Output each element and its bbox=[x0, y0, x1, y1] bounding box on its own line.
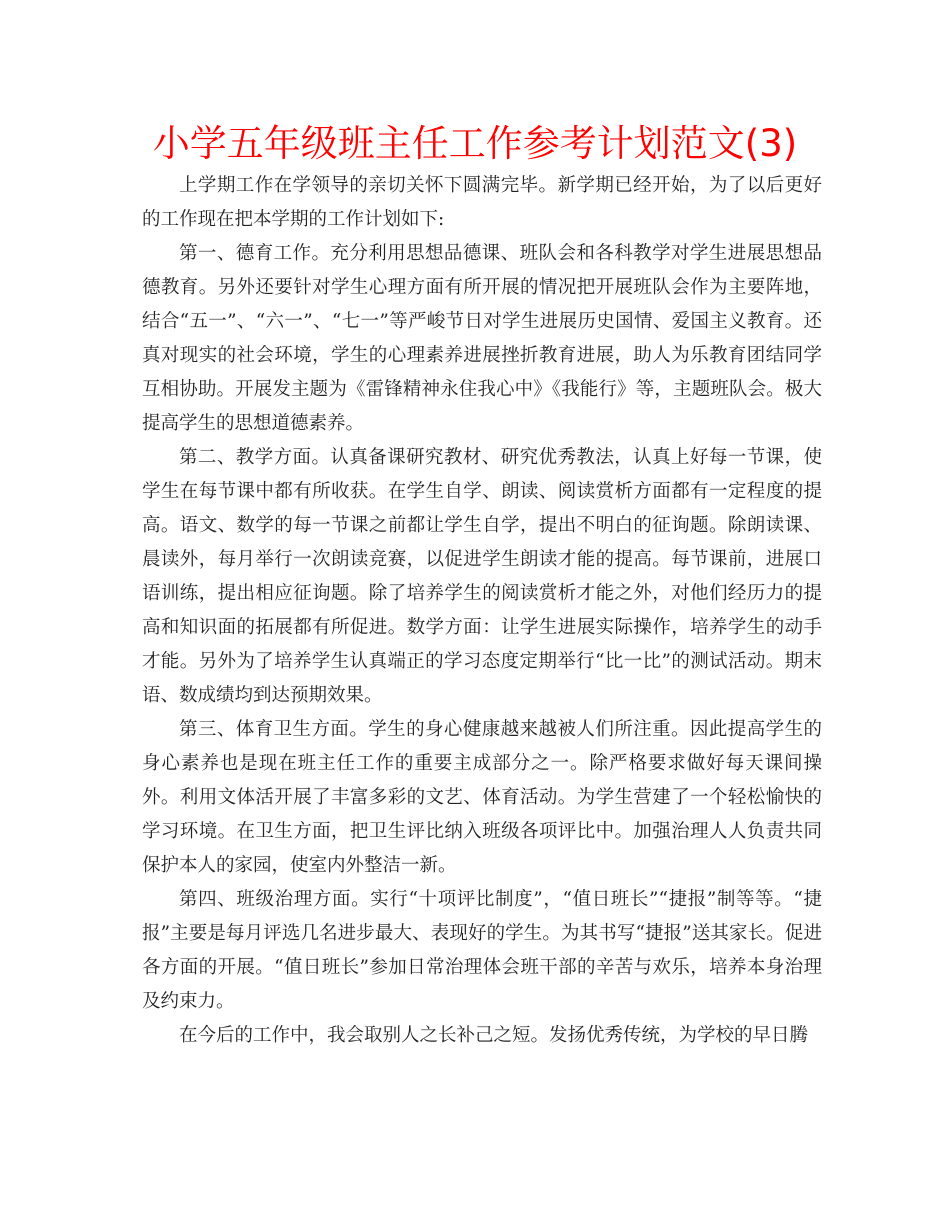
document-title: 小学五年级班主任工作参考计划范文(3) bbox=[152, 122, 798, 165]
teaching-paragraph: 第二、教学方面。认真备课研究教材、研究优秀教法，认真上好每一节课，使学生在每节课中都有所收获。在学生自学、朗读、阅读赏析方面都有一定程度的提高。语文、数学的每一节课之前都让学生自学，提出不明白的征询题。除朗读课、晨读外，每月举行一次朗读竞赛，以促进学生朗读才能的提高。每节课前，进展口语训练，提出相应征询题。除了培养学生的阅读赏析才能之外，对他们经历力的提高和知识面的拓展都有所促进。数学方面：让学生进展实际操作，培养学生的动手才能。另外为了培养学生认真端正的学习态度定期举行“比一比”的测试活动。期末语、数成绩均到达预期效果。 bbox=[142, 447, 822, 706]
class-management-paragraph: 第四、班级治理方面。实行“十项评比制度”，“值日班长”“捷报”制等等。“捷报”主要是每月评选几名进步最大、表现好的学生。为其书写“捷报”送其家长。促进各方面的开展。“值日班长”参加日常治理体会班干部的辛苦与欢乐，培养本身治理及约束力。 bbox=[142, 889, 822, 1012]
health-sports-paragraph: 第三、体育卫生方面。学生的身心健康越来越被人们所注重。因此提高学生的身心素养也是现在班主任工作的重要主成部分之一。除严格要求做好每天课间操外。利用文体活开展了丰富多彩的文艺、体育活动。为学生营建了一个轻松愉快的学习环境。在卫生方面，把卫生评比纳入班级各项评比中。加强治理人人负责共同保护本人的家园，使室内外整洁一新。 bbox=[142, 719, 822, 876]
document-body bbox=[142, 169, 822, 1053]
intro-paragraph: 上学期工作在学领导的亲切关怀下圆满完毕。新学期已经开始，为了以后更好的工作现在把本学期的工作计划如下: bbox=[142, 175, 822, 230]
moral-education-paragraph: 第一、德育工作。充分利用思想品德课、班队会和各科教学对学生进展思想品德教育。另外还要针对学生心理方面有所开展的情况把开展班队会作为主要阵地，结合“五一”、“六一”、“七一”等严峻节日对学生进展历史国情、爱国主义教育。还真对现实的社会环境，学生的心理素养进展挫折教育进展，助人为乐教育团结同学互相协助。开展发主题为《雷锋精神永住我心中》《我能行》等，主题班队会。极大提高学生的思想道德素养。 bbox=[142, 243, 822, 434]
closing-paragraph: 在今后的工作中，我会取别人之长补己之短。发扬优秀传统，为学校的早日腾 bbox=[179, 1025, 809, 1046]
